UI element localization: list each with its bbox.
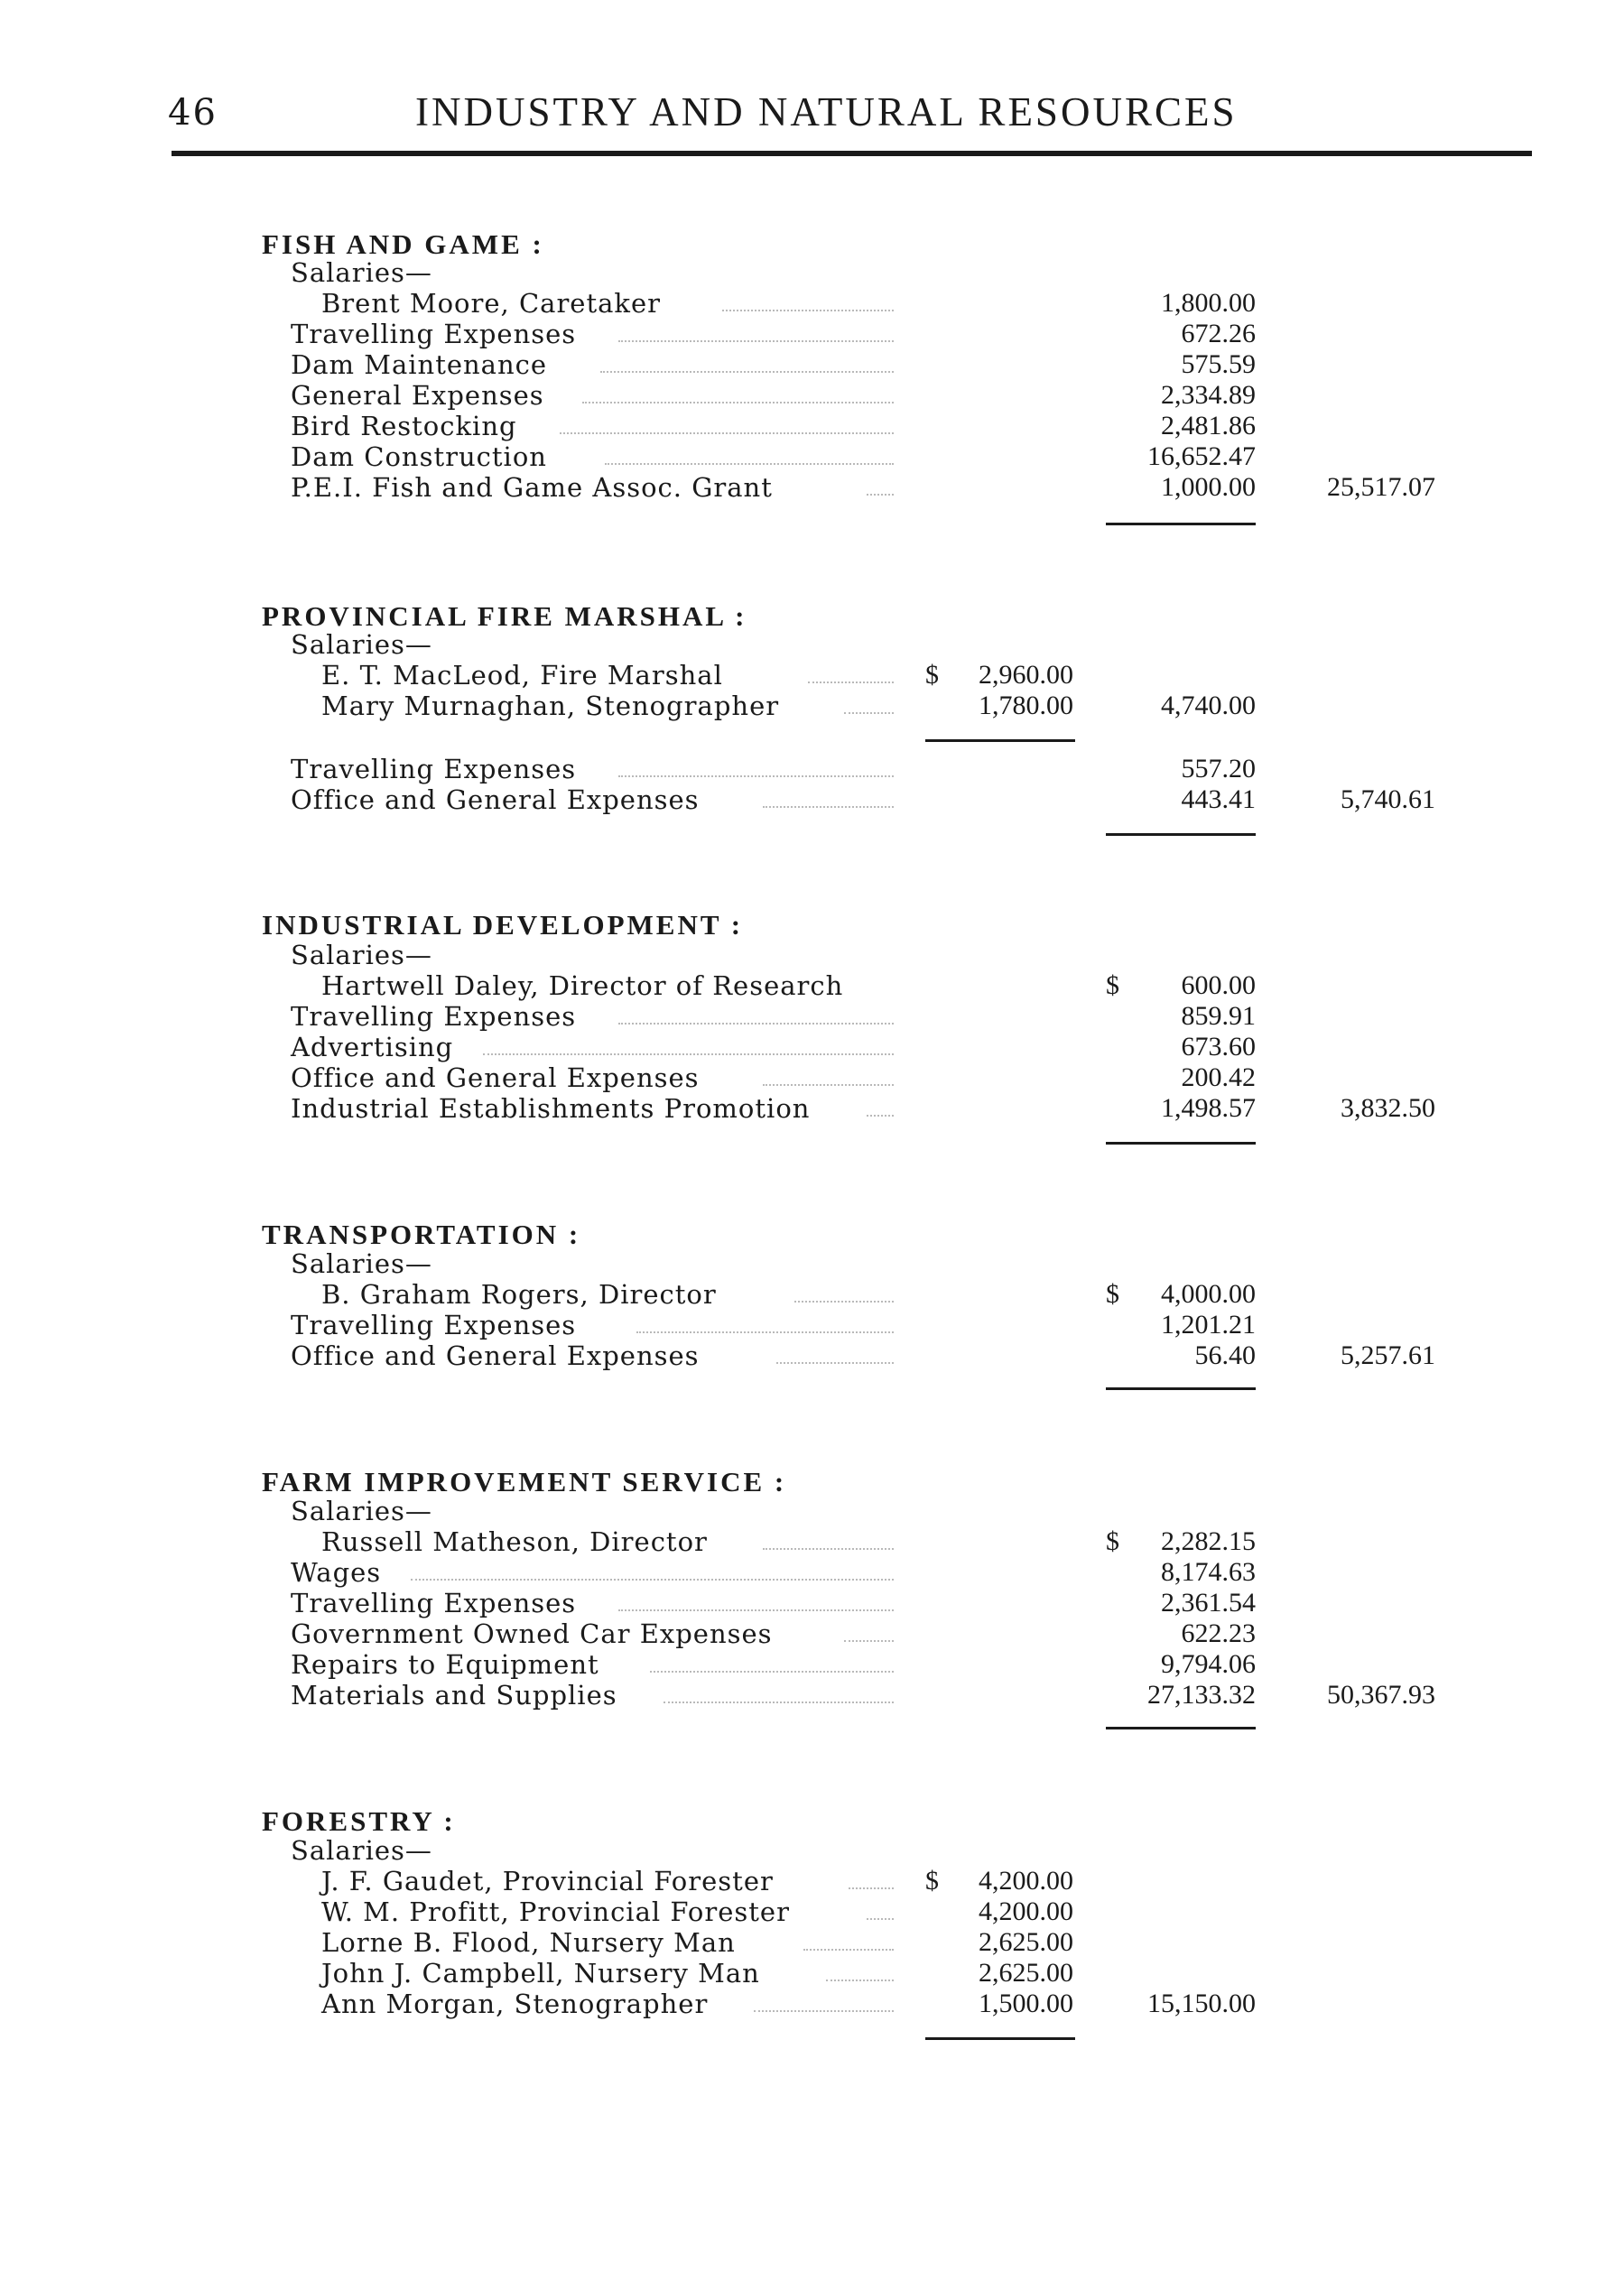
ledger-row (0, 1958, 1624, 1989)
salaries-subtotal: 4,740.00 (1161, 691, 1256, 720)
page-header: INDUSTRY AND NATURAL RESOURCES (415, 89, 1238, 134)
row-label: Advertising (291, 1032, 454, 1062)
row-label: Materials and Supplies (291, 1680, 617, 1711)
ledger-row (0, 411, 1624, 441)
ledger-row (0, 319, 1624, 349)
row-label: Brent Moore, Caretaker (321, 288, 662, 319)
row-label: Repairs to Equipment (291, 1649, 599, 1680)
ledger-row (0, 1649, 1624, 1680)
underline (925, 739, 1075, 742)
row-label: Travelling Expenses (291, 1310, 577, 1340)
section-total: 25,517.07 (1327, 472, 1435, 502)
row-amount: 9,794.06 (1161, 1649, 1256, 1679)
ledger-row (0, 1093, 1624, 1124)
row-amount: 600.00 (1181, 970, 1256, 1000)
row-label: Travelling Expenses (291, 1001, 577, 1032)
ledger-row (0, 1588, 1624, 1618)
row-amount: 8,174.63 (1161, 1557, 1256, 1587)
ledger-row (0, 1557, 1624, 1588)
row-amount: 4,000.00 (1161, 1279, 1256, 1309)
ledger-row (0, 784, 1624, 815)
row-amount: 2,625.00 (979, 1958, 1073, 1988)
underline (1106, 523, 1256, 525)
row-amount: 1,780.00 (979, 691, 1073, 720)
row-amount: 1,000.00 (1161, 472, 1256, 502)
ledger-row (0, 1896, 1624, 1927)
row-label: Travelling Expenses (291, 1588, 577, 1618)
row-label: Dam Construction (291, 441, 547, 472)
row-amount: 2,334.89 (1161, 380, 1256, 410)
ledger-row (0, 754, 1624, 784)
ledger-row (0, 1279, 1624, 1310)
ledger-row (0, 1001, 1624, 1032)
row-label: Travelling Expenses (291, 319, 577, 349)
header-rule (172, 151, 1532, 156)
section-total: 50,367.93 (1327, 1680, 1435, 1710)
row-amount: 557.20 (1181, 754, 1256, 784)
row-amount: 1,201.21 (1161, 1310, 1256, 1340)
row-amount: 27,133.32 (1147, 1680, 1256, 1710)
row-label: John J. Campbell, Nursery Man (321, 1958, 760, 1989)
currency-sign: $ (1106, 1279, 1119, 1309)
row-label: Government Owned Car Expenses (291, 1618, 773, 1649)
ledger-row (0, 1526, 1624, 1557)
row-label: Wages (291, 1557, 382, 1588)
ledger-row (0, 472, 1624, 503)
row-amount: 443.41 (1181, 784, 1256, 814)
row-amount: 2,282.15 (1161, 1526, 1256, 1556)
row-label: General Expenses (291, 380, 544, 411)
section-total: 3,832.50 (1341, 1093, 1435, 1123)
row-label: Office and General Expenses (291, 784, 700, 815)
row-label: W. M. Profitt, Provincial Forester (321, 1896, 790, 1927)
row-label: Dam Maintenance (291, 349, 548, 380)
ledger-row (0, 441, 1624, 472)
row-label: Ann Morgan, Stenographer (321, 1989, 709, 2019)
ledger-row (0, 1927, 1624, 1958)
ledger-row (0, 1310, 1624, 1340)
ledger-row (0, 1618, 1624, 1649)
row-amount: 2,960.00 (979, 660, 1073, 690)
row-label: B. Graham Rogers, Director (321, 1279, 717, 1310)
row-amount: 672.26 (1181, 319, 1256, 348)
ledger-row (0, 970, 1624, 1001)
currency-sign: $ (1106, 970, 1119, 1000)
row-label: Bird Restocking (291, 411, 517, 441)
section-title: INDUSTRIAL DEVELOPMENT : (262, 909, 744, 941)
underline (1106, 1142, 1256, 1145)
currency-sign: $ (925, 1866, 939, 1896)
ledger-row (0, 1989, 1624, 2019)
section-title: FISH AND GAME : (262, 228, 544, 260)
section-total: 5,257.61 (1341, 1340, 1435, 1370)
row-label: Lorne B. Flood, Nursery Man (321, 1927, 736, 1958)
row-amount: 622.23 (1181, 1618, 1256, 1648)
row-amount: 2,361.54 (1161, 1588, 1256, 1618)
row-amount: 1,800.00 (1161, 288, 1256, 318)
row-amount: 1,500.00 (979, 1989, 1073, 2018)
section-total: 5,740.61 (1341, 784, 1435, 814)
underline (1106, 1387, 1256, 1390)
row-label: J. F. Gaudet, Provincial Forester (321, 1866, 774, 1896)
row-label: Industrial Establishments Promotion (291, 1093, 811, 1124)
section-title: FARM IMPROVEMENT SERVICE : (262, 1466, 787, 1497)
row-amount: 200.42 (1181, 1062, 1256, 1092)
salaries-subtotal: 15,150.00 (1147, 1989, 1256, 2018)
row-label: E. T. MacLeod, Fire Marshal (321, 660, 723, 691)
ledger-row (0, 1032, 1624, 1062)
row-label: Travelling Expenses (291, 754, 577, 784)
underline (1106, 833, 1256, 836)
row-amount: 859.91 (1181, 1001, 1256, 1031)
underline (925, 2037, 1075, 2040)
row-amount: 56.40 (1194, 1340, 1256, 1370)
ledger-row (0, 691, 1624, 721)
row-amount: 2,481.86 (1161, 411, 1256, 440)
underline (1106, 1727, 1256, 1729)
row-label: Mary Murnaghan, Stenographer (321, 691, 780, 721)
row-amount: 1,498.57 (1161, 1093, 1256, 1123)
row-amount: 4,200.00 (979, 1896, 1073, 1926)
row-amount: 575.59 (1181, 349, 1256, 379)
row-amount: 673.60 (1181, 1032, 1256, 1062)
ledger-row (0, 1680, 1624, 1711)
currency-sign: $ (1106, 1526, 1119, 1556)
row-label: Office and General Expenses (291, 1062, 700, 1093)
section-title: TRANSPORTATION : (262, 1219, 581, 1250)
currency-sign: $ (925, 660, 939, 690)
ledger-row (0, 349, 1624, 380)
ledger-row (0, 288, 1624, 319)
row-amount: 4,200.00 (979, 1866, 1073, 1896)
ledger-row (0, 660, 1624, 691)
row-label: P.E.I. Fish and Game Assoc. Grant (291, 472, 773, 503)
row-amount: 2,625.00 (979, 1927, 1073, 1957)
ledger-row (0, 1062, 1624, 1093)
row-label: Office and General Expenses (291, 1340, 700, 1371)
ledger-row (0, 380, 1624, 411)
row-amount: 16,652.47 (1147, 441, 1256, 471)
ledger-row (0, 1340, 1624, 1371)
section-title: FORESTRY : (262, 1805, 456, 1837)
section-title: PROVINCIAL FIRE MARSHAL : (262, 600, 747, 632)
row-label: Russell Matheson, Director (321, 1526, 708, 1557)
ledger-row (0, 1866, 1624, 1896)
row-label: Hartwell Daley, Director of Research (321, 970, 844, 1001)
page-number: 46 (168, 92, 218, 134)
